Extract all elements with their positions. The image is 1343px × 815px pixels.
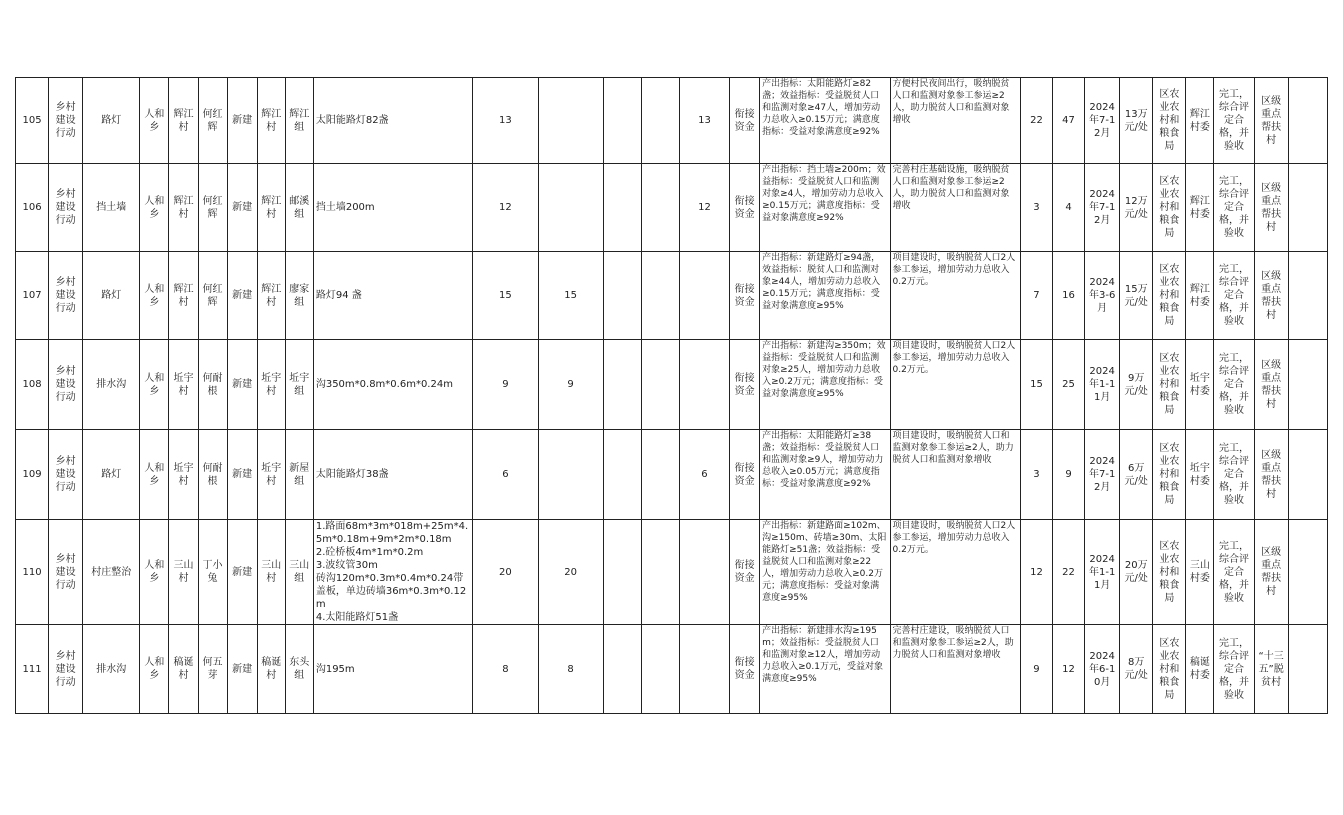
- construction-content: 1.路面68m*3m*018m+25m*4.5m*0.18m+9m*2m*0.18m 2.砼桥板4m*1m*0.2m 3.波纹管30m 砖沟120m*0.3m*0.4m*0.24带盖板，单边砖墙36m*0.3m*0.12m 4.太阳能路灯51盏: [313, 520, 472, 625]
- beneficiary-count-1: 3: [1020, 164, 1052, 252]
- performance-indicators: 产出指标：太阳能路灯≥82盏；效益指标：受益脱贫人口和监测对象≥47人，增加劳动力总收入≥0.15万元；满意度指标：受益对象满意度≥92%: [760, 78, 890, 164]
- beneficiary-count-2: 22: [1053, 520, 1085, 625]
- table-row: [16, 340, 1328, 430]
- benefit-mechanism: 项目建设时，吸纳脱贫人口2人参工参运，增加劳动力总收入0.2万元。: [890, 252, 1020, 340]
- empty-cell: [1288, 78, 1327, 164]
- fund-col-2: [603, 430, 641, 520]
- location-village: 辉江村: [257, 164, 285, 252]
- construction-content: 沟350m*0.8m*0.6m*0.24m: [313, 340, 472, 430]
- supervising-department: 区农业农村和粮食局: [1153, 252, 1186, 340]
- project-owner: 稿诞村委: [1186, 625, 1214, 714]
- subsidy-standard: 6万元/处: [1120, 430, 1153, 520]
- fund-col-3: [641, 430, 679, 520]
- benefit-mechanism: 方便村民夜间出行，吸纳脱贫人口和监测对象参工参运≥2人，助力脱贫人口和监测对象增收: [890, 78, 1020, 164]
- beneficiary-count-1: 3: [1020, 430, 1052, 520]
- location-village: 辉江村: [257, 252, 285, 340]
- village-remark: 区级重点帮扶村: [1254, 520, 1288, 625]
- category-cell: 乡村建设行动: [49, 340, 83, 430]
- village-cell: 稿诞村: [169, 625, 198, 714]
- table-row: [16, 625, 1328, 714]
- row-number: 109: [16, 430, 49, 520]
- village-cell: 坵宇村: [169, 340, 198, 430]
- fund-col-2: [603, 252, 641, 340]
- project-owner: 坵宇村委: [1186, 340, 1214, 430]
- project-name: 排水沟: [83, 625, 140, 714]
- fund-col-1: 20: [538, 520, 603, 625]
- fund-col-3: [641, 252, 679, 340]
- table-row: [16, 252, 1328, 340]
- construction-type: 新建: [227, 164, 257, 252]
- project-owner: 辉江村委: [1186, 164, 1214, 252]
- construction-content: 路灯94 盏: [313, 252, 472, 340]
- empty-cell: [1288, 625, 1327, 714]
- benefit-mechanism: 项目建设时，吸纳脱贫人口和监测对象参工参运≥2人，助力脱贫人口和监测对象增收: [890, 430, 1020, 520]
- village-remark: 区级重点帮扶村: [1254, 252, 1288, 340]
- fund-col-2: [603, 78, 641, 164]
- fund-col-2: [603, 520, 641, 625]
- acceptance-status: 完工，综合评定合格，并验收: [1214, 430, 1254, 520]
- row-number: 110: [16, 520, 49, 625]
- benefit-mechanism: 完善村庄基础设施，吸纳脱贫人口和监测对象参工参运≥2人，助力脱贫人口和监测对象增收: [890, 164, 1020, 252]
- village-remark: 区级重点帮扶村: [1254, 78, 1288, 164]
- fund-type: 衔接资金: [730, 520, 760, 625]
- supervising-department: 区农业农村和粮食局: [1153, 78, 1186, 164]
- construction-content: 太阳能路灯38盏: [313, 430, 472, 520]
- supervising-department: 区农业农村和粮食局: [1153, 164, 1186, 252]
- total-fund: 15: [473, 252, 538, 340]
- beneficiary-count-2: 4: [1053, 164, 1085, 252]
- supervising-department: 区农业农村和粮食局: [1153, 430, 1186, 520]
- empty-cell: [1288, 430, 1327, 520]
- location-group: 辉江组: [285, 78, 313, 164]
- project-owner: 辉江村委: [1186, 252, 1214, 340]
- project-name: 路灯: [83, 78, 140, 164]
- construction-type: 新建: [227, 520, 257, 625]
- beneficiary-count-2: 9: [1053, 430, 1085, 520]
- table-row: [16, 78, 1328, 164]
- acceptance-status: 完工，综合评定合格，并验收: [1214, 164, 1254, 252]
- table-row: [16, 430, 1328, 520]
- category-cell: 乡村建设行动: [49, 78, 83, 164]
- category-cell: 乡村建设行动: [49, 252, 83, 340]
- location-group: 坵宇组: [285, 340, 313, 430]
- location-village: 辉江村: [257, 78, 285, 164]
- beneficiary-count-2: 16: [1053, 252, 1085, 340]
- project-table: [15, 77, 1328, 714]
- fund-col-1: 9: [538, 340, 603, 430]
- subsidy-standard: 15万元/处: [1120, 252, 1153, 340]
- construction-type: 新建: [227, 252, 257, 340]
- performance-indicators: 产出指标：太阳能路灯≥38盏；效益指标：受益脱贫人口和监测对象≥9人，增加劳动力总收入≥0.05万元；满意度指标：受益对象满意度≥92%: [760, 430, 890, 520]
- supervising-department: 区农业农村和粮食局: [1153, 340, 1186, 430]
- fund-col-3: [641, 340, 679, 430]
- location-village: 稿诞村: [257, 625, 285, 714]
- subsidy-standard: 8万元/处: [1120, 625, 1153, 714]
- project-owner: 三山村委: [1186, 520, 1214, 625]
- town-cell: 人和乡: [140, 520, 169, 625]
- fund-col-4: [679, 520, 729, 625]
- schedule-period: 2024年7-12月: [1085, 78, 1120, 164]
- fund-col-3: [641, 625, 679, 714]
- subsidy-standard: 12万元/处: [1120, 164, 1153, 252]
- project-owner: 辉江村委: [1186, 78, 1214, 164]
- acceptance-status: 完工，综合评定合格，并验收: [1214, 625, 1254, 714]
- fund-col-4: [679, 625, 729, 714]
- beneficiary-count-2: 12: [1053, 625, 1085, 714]
- town-cell: 人和乡: [140, 164, 169, 252]
- empty-cell: [1288, 520, 1327, 625]
- town-cell: 人和乡: [140, 430, 169, 520]
- schedule-period: 2024年6-10月: [1085, 625, 1120, 714]
- construction-content: 沟195m: [313, 625, 472, 714]
- village-remark: 区级重点帮扶村: [1254, 340, 1288, 430]
- fund-col-3: [641, 78, 679, 164]
- category-cell: 乡村建设行动: [49, 520, 83, 625]
- acceptance-status: 完工，综合评定合格，并验收: [1214, 252, 1254, 340]
- acceptance-status: 完工，综合评定合格，并验收: [1214, 78, 1254, 164]
- fund-col-1: 8: [538, 625, 603, 714]
- supervising-department: 区农业农村和粮食局: [1153, 625, 1186, 714]
- performance-indicators: 产出指标：新建路灯≥94盏，效益指标：脱贫人口和监测对象≥44人，增加劳动力总收入≥0.15万元；满意度指标：受益对象满意度≥95%: [760, 252, 890, 340]
- project-name: 排水沟: [83, 340, 140, 430]
- town-cell: 人和乡: [140, 78, 169, 164]
- fund-col-3: [641, 164, 679, 252]
- performance-indicators: 产出指标：新建排水沟≥195m；效益指标：受益脱贫人口和监测对象≥12人，增加劳动力总收入≥0.1万元，受益对象满意度≥95%: [760, 625, 890, 714]
- location-village: 三山村: [257, 520, 285, 625]
- row-number: 111: [16, 625, 49, 714]
- village-cell: 三山村: [169, 520, 198, 625]
- table-row: [16, 520, 1328, 625]
- fund-type: 衔接资金: [730, 340, 760, 430]
- village-cell: 辉江村: [169, 78, 198, 164]
- construction-type: 新建: [227, 340, 257, 430]
- row-number: 106: [16, 164, 49, 252]
- location-group: 三山组: [285, 520, 313, 625]
- fund-col-3: [641, 520, 679, 625]
- location-group: 东头组: [285, 625, 313, 714]
- village-cell: 坵宇村: [169, 430, 198, 520]
- project-name: 村庄整治: [83, 520, 140, 625]
- benefit-mechanism: 项目建设时，吸纳脱贫人口2人参工参运，增加劳动力总收入0.2万元。: [890, 340, 1020, 430]
- schedule-period: 2024年7-12月: [1085, 430, 1120, 520]
- fund-col-2: [603, 164, 641, 252]
- responsible-person: 何耐根: [198, 340, 227, 430]
- row-number: 108: [16, 340, 49, 430]
- responsible-person: 何耐根: [198, 430, 227, 520]
- category-cell: 乡村建设行动: [49, 164, 83, 252]
- village-remark: 区级重点帮扶村: [1254, 430, 1288, 520]
- village-cell: 辉江村: [169, 164, 198, 252]
- responsible-person: 何红辉: [198, 252, 227, 340]
- acceptance-status: 完工，综合评定合格，并验收: [1214, 520, 1254, 625]
- construction-type: 新建: [227, 430, 257, 520]
- fund-col-4: 13: [679, 78, 729, 164]
- responsible-person: 何五芽: [198, 625, 227, 714]
- benefit-mechanism: 完善村庄建设，吸纳脱贫人口和监测对象参工参运≥2人，助力脱贫人口和监测对象增收: [890, 625, 1020, 714]
- benefit-mechanism: 项目建设时，吸纳脱贫人口2人参工参运，增加劳动力总收入0.2万元。: [890, 520, 1020, 625]
- row-number: 105: [16, 78, 49, 164]
- village-remark: “十三五”脱贫村: [1254, 625, 1288, 714]
- subsidy-standard: 13万元/处: [1120, 78, 1153, 164]
- total-fund: 8: [473, 625, 538, 714]
- fund-type: 衔接资金: [730, 78, 760, 164]
- location-village: 坵宇村: [257, 340, 285, 430]
- schedule-period: 2024年1-11月: [1085, 340, 1120, 430]
- responsible-person: 何红辉: [198, 164, 227, 252]
- fund-type: 衔接资金: [730, 252, 760, 340]
- empty-cell: [1288, 340, 1327, 430]
- responsible-person: 何红辉: [198, 78, 227, 164]
- beneficiary-count-1: 15: [1020, 340, 1052, 430]
- performance-indicators: 产出指标：新建沟≥350m；效益指标：受益脱贫人口和监测对象≥25人，增加劳动力总收入≥0.2万元；满意度指标：受益对象满意度≥95%: [760, 340, 890, 430]
- beneficiary-count-1: 7: [1020, 252, 1052, 340]
- project-owner: 坵宇村委: [1186, 430, 1214, 520]
- supervising-department: 区农业农村和粮食局: [1153, 520, 1186, 625]
- fund-type: 衔接资金: [730, 164, 760, 252]
- village-remark: 区级重点帮扶村: [1254, 164, 1288, 252]
- fund-type: 衔接资金: [730, 430, 760, 520]
- row-number: 107: [16, 252, 49, 340]
- project-name: 路灯: [83, 252, 140, 340]
- town-cell: 人和乡: [140, 625, 169, 714]
- fund-col-4: [679, 252, 729, 340]
- fund-col-1: 15: [538, 252, 603, 340]
- fund-col-2: [603, 340, 641, 430]
- total-fund: 9: [473, 340, 538, 430]
- town-cell: 人和乡: [140, 252, 169, 340]
- town-cell: 人和乡: [140, 340, 169, 430]
- empty-cell: [1288, 164, 1327, 252]
- fund-col-1: [538, 164, 603, 252]
- empty-cell: [1288, 252, 1327, 340]
- total-fund: 13: [473, 78, 538, 164]
- fund-col-4: [679, 340, 729, 430]
- construction-content: 挡土墙200m: [313, 164, 472, 252]
- beneficiary-count-1: 22: [1020, 78, 1052, 164]
- village-cell: 辉江村: [169, 252, 198, 340]
- category-cell: 乡村建设行动: [49, 430, 83, 520]
- beneficiary-count-2: 47: [1053, 78, 1085, 164]
- schedule-period: 2024年1-11月: [1085, 520, 1120, 625]
- fund-col-4: 12: [679, 164, 729, 252]
- responsible-person: 丁小兔: [198, 520, 227, 625]
- schedule-period: 2024年7-12月: [1085, 164, 1120, 252]
- beneficiary-count-1: 9: [1020, 625, 1052, 714]
- schedule-period: 2024年3-6月: [1085, 252, 1120, 340]
- fund-col-4: 6: [679, 430, 729, 520]
- subsidy-standard: 20万元/处: [1120, 520, 1153, 625]
- location-group: 廖家组: [285, 252, 313, 340]
- subsidy-standard: 9万元/处: [1120, 340, 1153, 430]
- table-row: [16, 164, 1328, 252]
- construction-type: 新建: [227, 625, 257, 714]
- fund-col-1: [538, 430, 603, 520]
- total-fund: 6: [473, 430, 538, 520]
- fund-col-2: [603, 625, 641, 714]
- beneficiary-count-2: 25: [1053, 340, 1085, 430]
- fund-col-1: [538, 78, 603, 164]
- project-name: 挡土墙: [83, 164, 140, 252]
- performance-indicators: 产出指标：挡土墙≥200m；效益指标：受益脱贫人口和监测对象≥4人，增加劳动力总收入≥0.15万元；满意度指标：受益对象满意度≥92%: [760, 164, 890, 252]
- project-name: 路灯: [83, 430, 140, 520]
- performance-indicators: 产出指标：新建路面≥102m、沟≥150m、砖墙≥30m、太阳能路灯≥51盏；效益指标：受益脱贫人口和监测对象≥22人，增加劳动力总收入≥0.2万元；满意度指标：受益对象满意度≥95%: [760, 520, 890, 625]
- construction-type: 新建: [227, 78, 257, 164]
- total-fund: 12: [473, 164, 538, 252]
- total-fund: 20: [473, 520, 538, 625]
- location-village: 坵宇村: [257, 430, 285, 520]
- location-group: 新屋组: [285, 430, 313, 520]
- location-group: 邮溪组: [285, 164, 313, 252]
- category-cell: 乡村建设行动: [49, 625, 83, 714]
- acceptance-status: 完工，综合评定合格，并验收: [1214, 340, 1254, 430]
- fund-type: 衔接资金: [730, 625, 760, 714]
- beneficiary-count-1: 12: [1020, 520, 1052, 625]
- construction-content: 太阳能路灯82盏: [313, 78, 472, 164]
